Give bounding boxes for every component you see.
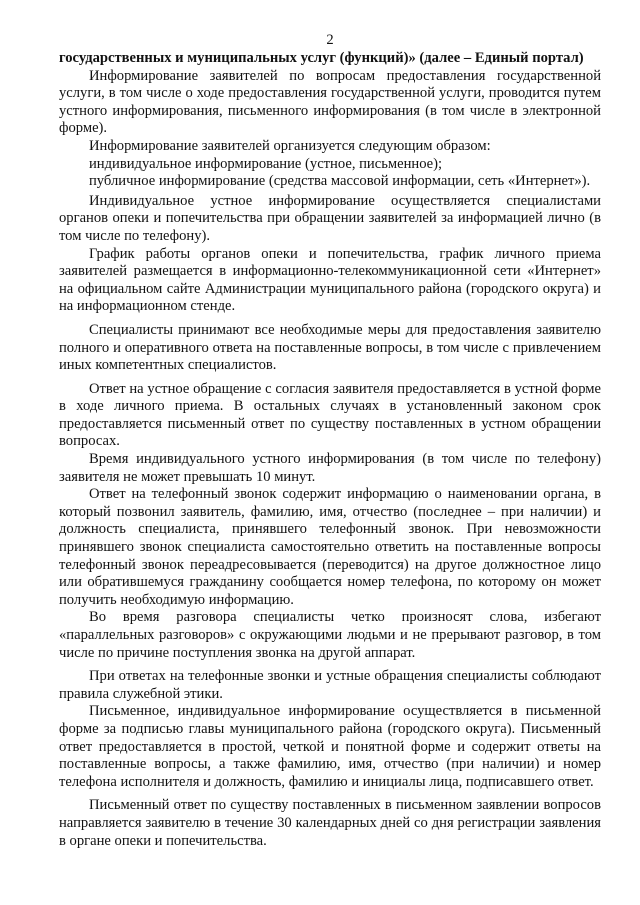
paragraph-time-limit: Время индивидуального устного информирования (в том числе по телефону) заявителя не может превышать 10 минут. bbox=[59, 451, 601, 485]
paragraph-public-informing: публичное информирование (средства массовой информации, сеть «Интернет»). bbox=[89, 173, 591, 190]
paragraph-service-ethics: При ответах на телефонные звонки и устные обращения специалисты соблюдают правила служебной этики. bbox=[59, 668, 601, 702]
page-number: 2 bbox=[326, 32, 334, 48]
paragraph-phone-call: Ответ на телефонный звонок содержит информацию о наименовании органа, в который позвонил заявитель, фамилию, имя, отчество (последнее – при наличии) и должность специалиста, принявшего телефонный звонок. При невозможности принявшего звонок специалиста самостоятельно ответить на поставленные вопросы телефонный звонок переадресовывается (переводится) на другое должностное лицо или обратившемуся гражданину сообщается номер телефона, по которому он может получить необходимую информацию. bbox=[59, 486, 601, 608]
paragraph-informing-methods: Информирование заявителей по вопросам предоставления государственной услуги, в том числе о ходе предоставления государственной услуги, проводится путем устного информирования, письменного информирования (в том числе в электронной форме). bbox=[59, 67, 601, 137]
paragraph-written-informing: Письменное, индивидуальное информирование осуществляется в письменной форме за подписью главы муниципального района (городского округа). Письменный ответ предоставляется в простой, четкой и понятной форме и содержит ответы на поставленные вопросы, а также фамилию, имя, отчество (при наличии) и номер телефона исполнителя и должность, фамилию и инициалы лица, подписавшего ответ. bbox=[59, 703, 601, 790]
paragraph-portal-definition: государственных и муниципальных услуг (функций)» (далее – Единый портал) bbox=[59, 50, 584, 66]
paragraph-oral-informing: Индивидуальное устное информирование осуществляется специалистами органов опеки и попечительства при обращении заявителей за информацией лично (в том числе по телефону). bbox=[59, 192, 601, 244]
paragraph-informing-organization: Информирование заявителей организуется следующим образом: bbox=[89, 137, 491, 154]
paragraph-written-response-deadline: Письменный ответ по существу поставленных в письменном заявлении вопросов направляется заявителю в течение 30 календарных дней со дня регистрации заявления в органе опеки и попечительства. bbox=[59, 797, 601, 849]
paragraph-specialists-measures: Специалисты принимают все необходимые меры для предоставления заявителю полного и оперативного ответа на поставленные вопросы, в том числе с привлечением иных компетентных специалистов. bbox=[59, 321, 601, 374]
paragraph-conversation-rules: Во время разговора специалисты четко произносят слова, избегают «параллельных разговоров» с окружающими людьми и не прерывают разговор, в том числе по причине поступления звонка на другой аппарат. bbox=[59, 609, 601, 661]
paragraph-work-schedule: График работы органов опеки и попечительства, график личного приема заявителей размещается в информационно-телекоммуникационной сети «Интернет» на официальном сайте Администрации муниципального района (городского округа) и на информационном стенде. bbox=[59, 245, 601, 315]
paragraph-individual-informing: индивидуальное информирование (устное, письменное); bbox=[89, 155, 443, 172]
paragraph-oral-response: Ответ на устное обращение с согласия заявителя предоставляется в устной форме в ходе личного приема. В остальных случаях в установленный законом срок предоставляется письменный ответ по существу поставленных в устном обращении вопросах. bbox=[59, 380, 601, 450]
